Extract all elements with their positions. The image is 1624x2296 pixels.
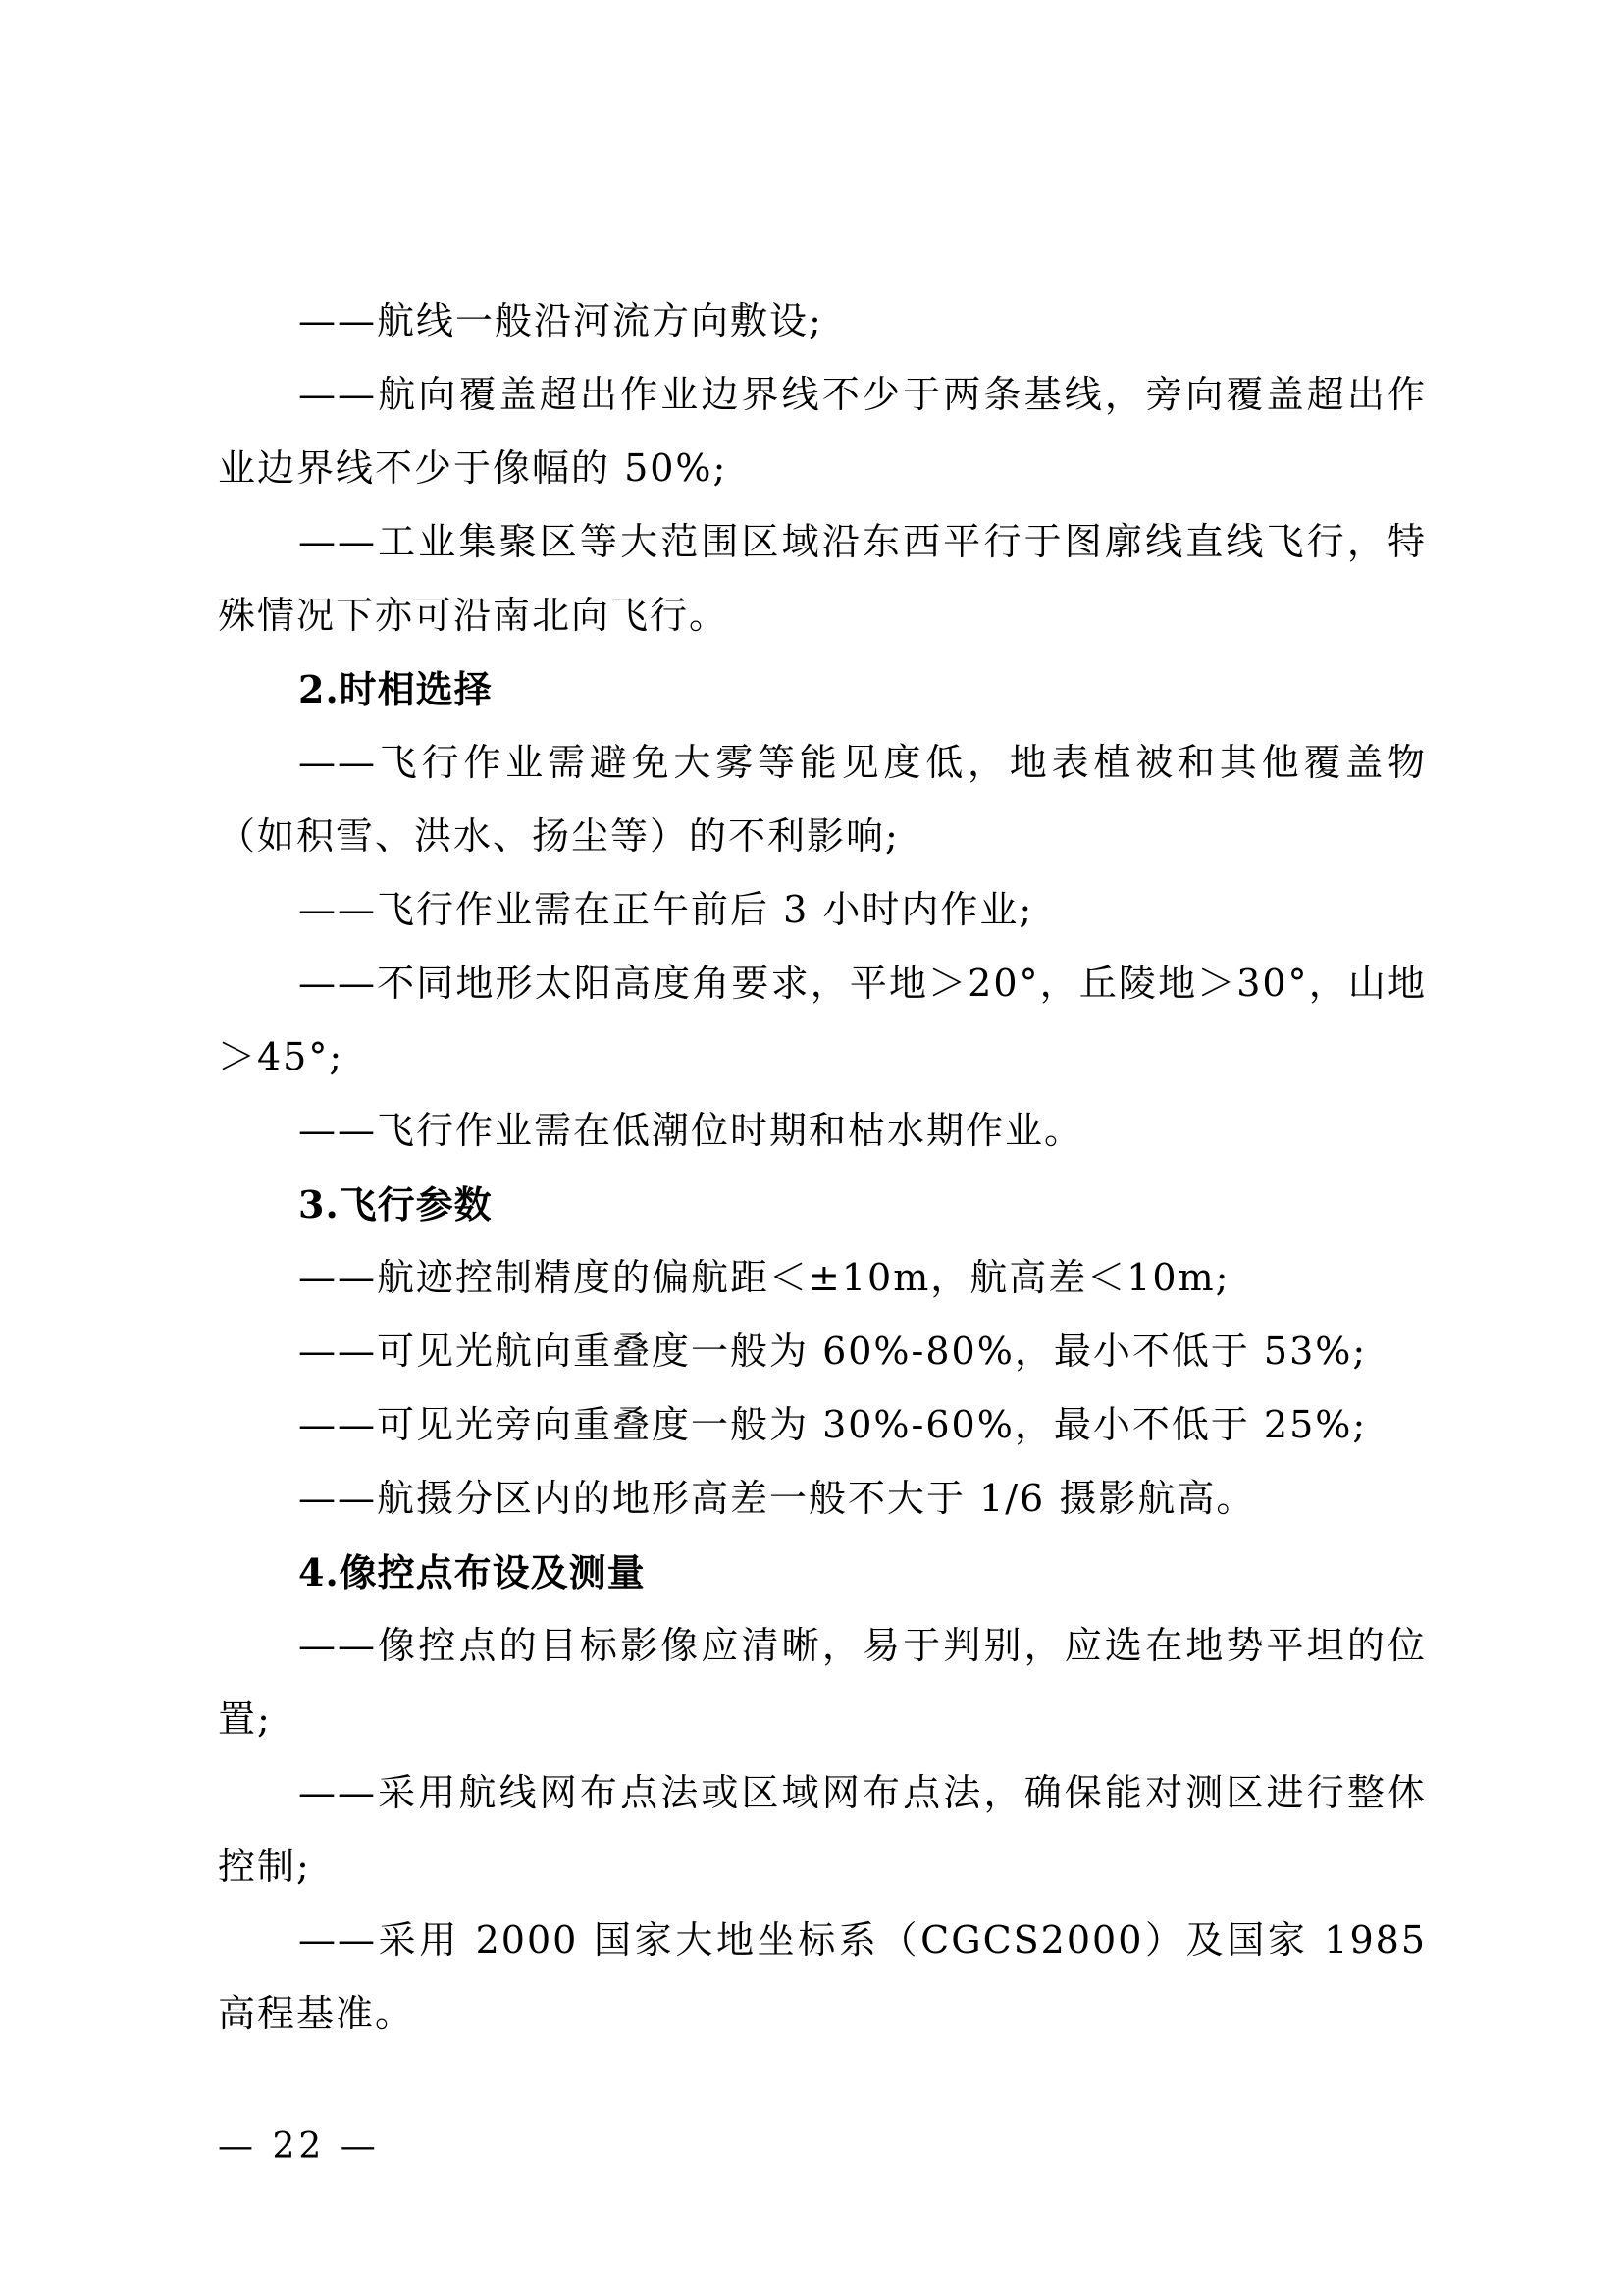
section-heading-timing: 2.时相选择 xyxy=(298,667,493,711)
paragraph-track-precision: ——航迹控制精度的偏航距＜±10m，航高差＜10m; xyxy=(298,1256,1231,1299)
paragraph-low-tide: ——飞行作业需在低潮位时期和枯水期作业。 xyxy=(298,1109,1084,1152)
document-body xyxy=(218,285,1427,2051)
paragraph-coordinate-system: ——采用 2000 国家大地坐标系（CGCS2000）及国家 1985 高程基准。 xyxy=(218,1918,1427,2035)
section-heading-control-points: 4.像控点布设及测量 xyxy=(298,1550,646,1594)
paragraph-flight-direction: ——航线一般沿河流方向敷设; xyxy=(298,299,823,342)
page-number: — 22 — xyxy=(218,2126,380,2166)
paragraph-terrain-difference: ——航摄分区内的地形高差一般不大于 1/6 摄影航高。 xyxy=(298,1477,1256,1520)
paragraph-control-point-clarity: ——像控点的目标影像应清晰，易于判别，应选在地势平坦的位置; xyxy=(218,1624,1427,1741)
paragraph-control-point-layout: ——采用航线网布点法或区域网布点法，确保能对测区进行整体控制; xyxy=(218,1771,1427,1888)
paragraph-forward-overlap: ——可见光航向重叠度一般为 60%-80%，最小不低于 53%; xyxy=(298,1330,1368,1373)
paragraph-noon-window: ——飞行作业需在正午前后 3 小时内作业; xyxy=(298,888,1034,931)
section-heading-flight-params: 3.飞行参数 xyxy=(298,1182,493,1226)
paragraph-industrial-area: ——工业集聚区等大范围区域沿东西平行于图廓线直线飞行，特殊情况下亦可沿南北向飞行。 xyxy=(218,520,1427,637)
paragraph-side-overlap: ——可见光旁向重叠度一般为 30%-60%，最小不低于 25%; xyxy=(298,1403,1368,1446)
paragraph-visibility: ——飞行作业需避免大雾等能见度低，地表植被和其他覆盖物（如积雪、洪水、扬尘等）的不利影响; xyxy=(218,741,1427,858)
paragraph-coverage: ——航向覆盖超出作业边界线不少于两条基线，旁向覆盖超出作业边界线不少于像幅的 50%; xyxy=(218,373,1427,490)
paragraph-sun-angle: ——不同地形太阳高度角要求，平地＞20°，丘陵地＞30°，山地＞45°; xyxy=(218,962,1427,1078)
